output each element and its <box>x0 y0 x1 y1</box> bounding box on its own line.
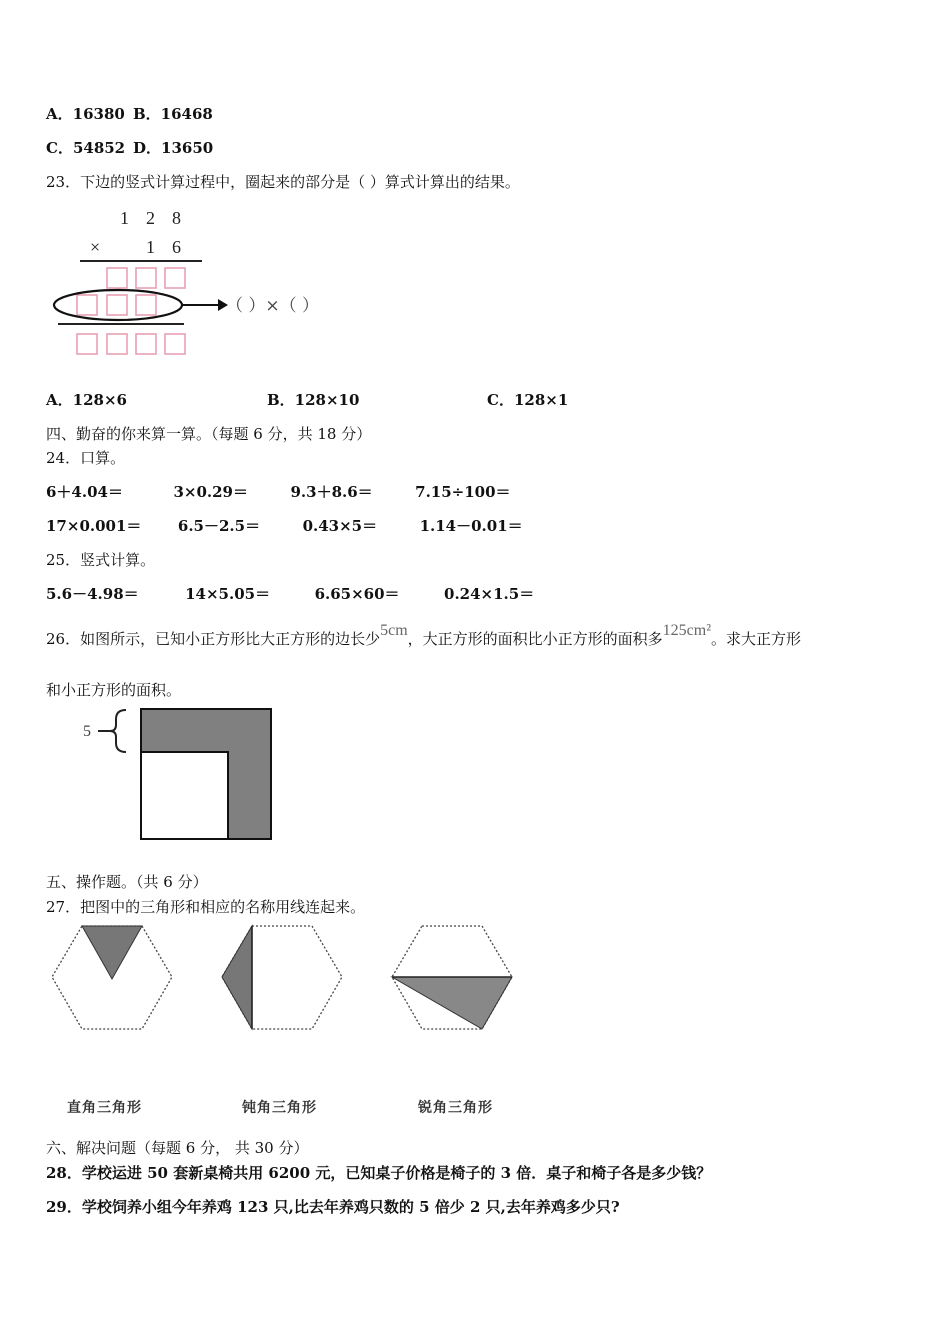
answer-box <box>165 334 185 354</box>
option-c: C．54852 <box>46 139 126 157</box>
q26-text-cont: 和小正方形的面积。 <box>46 681 182 699</box>
q29-text: 29．学校饲养小组今年养鸡 123 只,比去年养鸡只数的 5 倍少 2 只,去年养鸡多少只? <box>46 1198 620 1216</box>
shaded-triangle <box>82 926 142 979</box>
q23-option-b: B．128×10 <box>267 391 360 409</box>
q26-part3: 。求大正方形 <box>711 630 802 648</box>
q23-option-c: C．128×1 <box>487 391 569 409</box>
answer-box <box>136 268 156 288</box>
hexagons-figure <box>50 922 520 1034</box>
option-d: D．13650 <box>133 139 214 157</box>
multiplicand-digit: 2 <box>146 208 155 228</box>
brace <box>110 710 126 752</box>
q25-row <box>46 583 534 604</box>
calc-item: 0.43×5＝ <box>302 517 378 535</box>
answer-box <box>77 334 97 354</box>
calc-item: 14×5.05＝ <box>185 585 271 603</box>
answer-box <box>165 268 185 288</box>
multiplier-digit: 1 <box>146 237 155 257</box>
section4-title: 四、勤奋的你来算一算。（每题 6 分，共 18 分） <box>46 425 372 443</box>
q26-part2: ，大正方形的面积比小正方形的面积多 <box>407 630 663 648</box>
answer-box <box>107 268 127 288</box>
q26-val2: 125cm² <box>662 622 711 639</box>
q24-stem: 24．口算。 <box>46 449 126 467</box>
answer-box <box>107 295 127 315</box>
q24-row1 <box>46 481 511 502</box>
calc-item: 1.14－0.01＝ <box>419 517 523 535</box>
section5-title: 五、操作题。（共 6 分） <box>46 873 208 891</box>
q25-stem: 25．竖式计算。 <box>46 551 156 569</box>
option-b: B．16468 <box>133 105 213 123</box>
answer-box <box>136 295 156 315</box>
calc-item: 5.6－4.98＝ <box>46 585 139 603</box>
q27-stem: 27．把图中的三角形和相应的名称用线连起来。 <box>46 898 366 916</box>
answer-box <box>77 295 97 315</box>
multiplier-digit: 6 <box>172 237 181 257</box>
label-acute-triangle: 锐角三角形 <box>418 1100 493 1116</box>
squares-figure <box>80 705 280 845</box>
shaded-triangle <box>392 977 512 1029</box>
q24-row2 <box>46 515 523 536</box>
label-right-triangle: 直角三角形 <box>67 1100 142 1116</box>
arrow-result: （ ）×（ ） <box>226 296 320 316</box>
calc-item: 9.3＋8.6＝ <box>290 483 373 501</box>
q23-option-a: A．128×6 <box>46 391 127 409</box>
calc-item: 6.5－2.5＝ <box>177 517 261 535</box>
shaded-triangle <box>222 926 252 1029</box>
answer-box <box>136 334 156 354</box>
multiplicand-digit: 8 <box>172 208 181 228</box>
calc-item: 17×0.001＝ <box>46 517 142 535</box>
vertical-multiplication-figure <box>50 200 400 365</box>
small-square <box>141 752 228 839</box>
section6-title: 六、解决问题（每题 6 分， 共 30 分） <box>46 1139 309 1157</box>
multiply-sign: × <box>90 237 101 257</box>
option-a: A．16380 <box>46 105 125 123</box>
calc-item: 0.24×1.5＝ <box>444 585 535 603</box>
q26-text <box>46 622 802 649</box>
answer-box <box>107 334 127 354</box>
q28-text: 28．学校运进 50 套新桌椅共用 6200 元，已知桌子价格是椅子的 3 倍．桌子和椅子各是多少钱？ <box>46 1164 712 1182</box>
calc-item: 7.15÷100＝ <box>415 483 511 501</box>
multiplicand-digit: 1 <box>120 208 129 228</box>
side-label: 5 <box>83 723 91 740</box>
calc-item: 6.65×60＝ <box>314 585 400 603</box>
q26-val1: 5cm <box>380 622 408 639</box>
calc-item: 6＋4.04＝ <box>46 483 123 501</box>
q23-stem: 23．下边的竖式计算过程中，圈起来的部分是（ ）算式计算出的结果。 <box>46 173 520 191</box>
q26-part1: 26．如图所示，已知小正方形比大正方形的边长少 <box>46 630 381 648</box>
label-obtuse-triangle: 钝角三角形 <box>242 1100 317 1116</box>
calc-item: 3×0.29＝ <box>173 483 248 501</box>
